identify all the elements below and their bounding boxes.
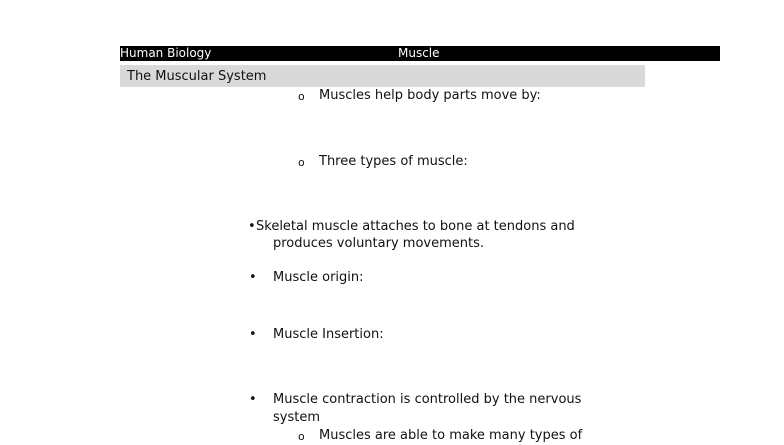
secondary-bullet-1: o: [298, 90, 305, 103]
skeletal-muscle-line-2: produces voluntary movements.: [273, 236, 484, 251]
nervous-system-line-2: system: [273, 410, 320, 425]
header-bar: [120, 46, 720, 61]
primary-bullet-1: •: [248, 219, 256, 234]
primary-bullet-2: •: [249, 270, 257, 285]
section-title: The Muscular System: [127, 69, 267, 84]
primary-bullet-4: •: [249, 392, 257, 407]
muscle-movement-text: Muscles help body parts move by:: [319, 88, 541, 103]
course-title: Human Biology: [120, 46, 212, 60]
secondary-bullet-2: o: [298, 156, 305, 169]
skeletal-muscle-line-1: Skeletal muscle attaches to bone at tendons and: [256, 219, 575, 234]
muscle-insertion-text: Muscle Insertion:: [273, 327, 384, 342]
nervous-system-line-1: Muscle contraction is controlled by the nervous: [273, 392, 582, 407]
secondary-bullet-3: o: [298, 430, 305, 443]
muscle-types-text: Three types of muscle:: [319, 154, 468, 169]
primary-bullet-3: •: [249, 327, 257, 342]
section-bar: [120, 65, 645, 87]
muscle-origin-text: Muscle origin:: [273, 270, 364, 285]
muscle-types-movement-text: Muscles are able to make many types of: [319, 428, 583, 443]
topic-title: Muscle: [398, 46, 440, 60]
